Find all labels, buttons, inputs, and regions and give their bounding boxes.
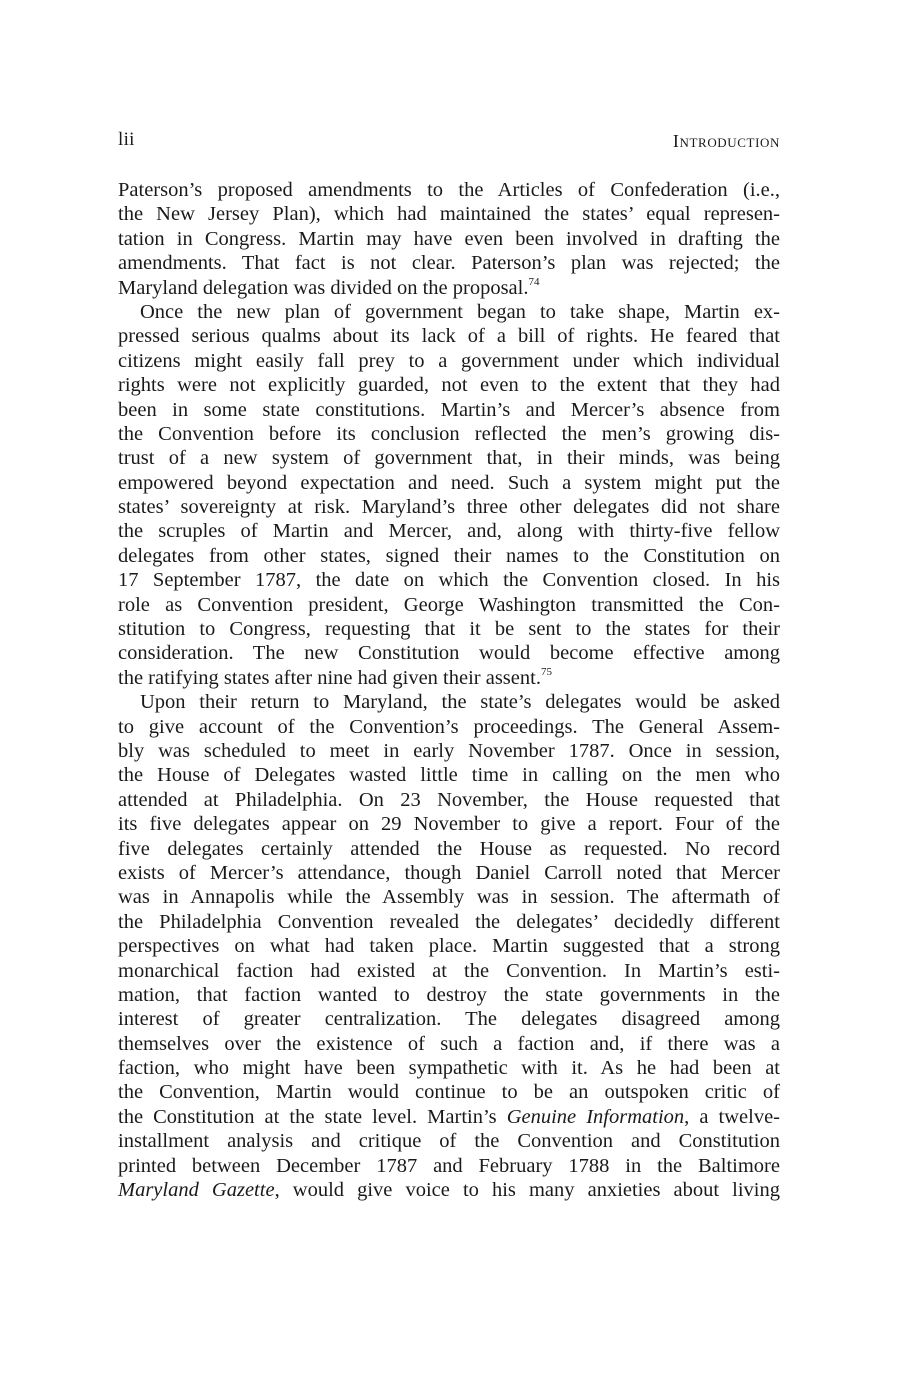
text-line: tation in Congress. Martin may have even been involved in drafting the [118,227,780,250]
text-line: empowered beyond expectation and need. Such a system might put the [118,471,780,494]
footnote-ref: 74 [528,275,540,288]
text-line: attended at Philadelphia. On 23 November, the House requested that [118,788,780,811]
text-line: delegates from other states, signed their names to the Constitution on [118,544,780,567]
text-line: consideration. The new Constitution would become effective among [118,642,780,665]
text-line: the scruples of Martin and Mercer, and, along with thirty-five fellow [118,520,780,543]
text-line: Maryland delegation was divided on the proposal.$^{74}$ [118,275,540,299]
text-line: states’ sovereignty at risk. Maryland’s three other delegates did not share [118,496,780,519]
text-line: amendments. That fact is not clear. Paterson’s plan was rejected; the [118,252,780,275]
italic-title: Maryland Gazette [118,1179,275,1202]
text-line: Once the new plan of government began to take shape, Martin ex- [140,300,780,323]
paragraph [118,300,780,690]
text-line: the Convention before its conclusion reflected the men’s growing dis- [118,422,780,445]
text-line: Maryland Gazette, would give voice to his many anxieties about living [118,1179,780,1202]
text-line: monarchical faction had existed at the Convention. In Martin’s esti- [118,959,780,982]
text-line: the Philadelphia Convention revealed the delegates’ decidedly different [118,910,780,933]
text-line: Paterson’s proposed amendments to the Articles of Confederation (i.e., [118,179,780,201]
text-line: been in some state constitutions. Martin’s and Mercer’s absence from [118,398,780,421]
text-line: its five delegates appear on 29 November to give a report. Four of the [118,813,780,836]
text-line: stitution to Congress, requesting that it be sent to the states for their [118,618,780,641]
text-line: interest of greater centralization. The delegates disagreed among [118,1008,780,1031]
text-line: the Constitution at the state level. Martin’s Genuine Information, a twelve- [118,1105,780,1128]
body-text [118,178,780,1202]
text-line: the House of Delegates wasted little time in calling on the men who [118,764,780,787]
text-line: the Convention, Martin would continue to be an outspoken critic of [118,1081,780,1104]
paragraph [118,690,780,1202]
text-line: to give account of the Convention’s proceedings. The General Assem- [118,715,780,738]
text-line: faction, who might have been sympathetic with it. As he had been at [118,1057,780,1080]
text-line: themselves over the existence of such a faction and, if there was a [118,1032,780,1055]
text-line: perspectives on what had taken place. Martin suggested that a strong [118,935,780,958]
text-line: printed between December 1787 and February 1788 in the Baltimore [118,1154,780,1177]
running-head: Introduction [672,131,780,151]
text-line: the New Jersey Plan), which had maintained the states’ equal represen- [118,203,780,226]
page-number: lii [118,129,135,150]
text-line: 17 September 1787, the date on which the Convention closed. In his [118,569,780,592]
text-line: installment analysis and critique of the Convention and Constitution [118,1130,780,1153]
text-line: rights were not explicitly guarded, not even to the extent that they had [118,374,780,397]
paragraph [118,178,780,300]
text-line: bly was scheduled to meet in early November 1787. Once in session, [118,739,780,762]
page-header [118,129,780,155]
text-line: trust of a new system of government that, in their minds, was being [118,447,780,470]
footnote-ref: 75 [540,665,552,678]
text-line: mation, that faction wanted to destroy the state governments in the [118,983,780,1006]
text-line: the ratifying states after nine had given their assent.$^{75}$ [118,665,552,689]
text-line: Upon their return to Maryland, the state’s delegates would be asked [140,691,780,714]
text-line: was in Annapolis while the Assembly was in session. The aftermath of [118,886,780,909]
text-line: role as Convention president, George Washington transmitted the Con- [118,593,780,616]
text-line: pressed serious qualms about its lack of a bill of rights. He feared that [118,325,780,348]
italic-title: Genuine Information [506,1105,685,1128]
text-line: exists of Mercer’s attendance, though Daniel Carroll noted that Mercer [118,861,780,884]
text-line: five delegates certainly attended the House as requested. No record [118,837,780,860]
text-line: citizens might easily fall prey to a government under which individual [118,349,780,372]
